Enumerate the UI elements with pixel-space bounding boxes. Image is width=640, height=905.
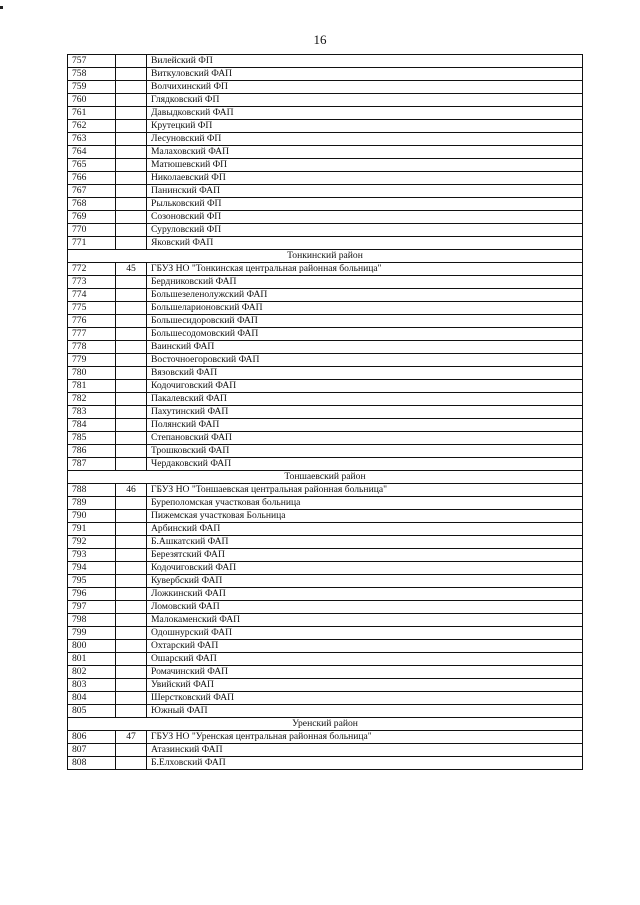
table-row <box>68 302 583 315</box>
table-row <box>68 588 583 601</box>
row-number: 793 <box>68 549 116 562</box>
row-number: 757 <box>68 55 116 68</box>
institution-code <box>116 120 147 133</box>
institution-code <box>116 601 147 614</box>
table-row <box>68 406 583 419</box>
facility-name: Пижемская участковая Больница <box>147 510 583 523</box>
row-number: 770 <box>68 224 116 237</box>
institution-code <box>116 692 147 705</box>
facility-name: Кувербский ФАП <box>147 575 583 588</box>
institution-code <box>116 276 147 289</box>
facility-name: Рыльковский ФП <box>147 198 583 211</box>
row-number: 775 <box>68 302 116 315</box>
row-number: 761 <box>68 107 116 120</box>
row-number: 805 <box>68 705 116 718</box>
facility-name: Матюшевский ФП <box>147 159 583 172</box>
table-row <box>68 224 583 237</box>
institution-code <box>116 289 147 302</box>
row-number: 788 <box>68 484 116 497</box>
facility-name: Бердниковский ФАП <box>147 276 583 289</box>
table-row <box>68 653 583 666</box>
row-number: 792 <box>68 536 116 549</box>
row-number: 797 <box>68 601 116 614</box>
table-body <box>68 55 583 770</box>
facility-name: Пакалевский ФАП <box>147 393 583 406</box>
table-row <box>68 393 583 406</box>
institution-code <box>116 68 147 81</box>
row-number: 808 <box>68 757 116 770</box>
institution-code <box>116 224 147 237</box>
institution-code <box>116 393 147 406</box>
table-row <box>68 679 583 692</box>
scan-mark <box>0 6 3 9</box>
table-row <box>68 289 583 302</box>
facility-name: Волчихинский ФП <box>147 81 583 94</box>
table-row <box>68 575 583 588</box>
table-row <box>68 432 583 445</box>
table-row <box>68 315 583 328</box>
row-number: 784 <box>68 419 116 432</box>
institution-code <box>116 497 147 510</box>
row-number: 778 <box>68 341 116 354</box>
district-header-row <box>68 250 583 263</box>
facility-name: Одошнурский ФАП <box>147 627 583 640</box>
table-row <box>68 627 583 640</box>
institution-code <box>116 380 147 393</box>
row-number: 803 <box>68 679 116 692</box>
row-number: 772 <box>68 263 116 276</box>
facility-name: Суруловский ФП <box>147 224 583 237</box>
row-number: 804 <box>68 692 116 705</box>
table-row <box>68 601 583 614</box>
row-number: 807 <box>68 744 116 757</box>
facility-name: ГБУЗ НО "Тонкинская центральная районная больница" <box>147 263 583 276</box>
table-row <box>68 341 583 354</box>
facility-name: Атазинский ФАП <box>147 744 583 757</box>
table-row <box>68 276 583 289</box>
facility-name: Вязовский ФАП <box>147 367 583 380</box>
table-row <box>68 640 583 653</box>
row-number: 798 <box>68 614 116 627</box>
row-number: 760 <box>68 94 116 107</box>
institution-code <box>116 237 147 250</box>
table-row <box>68 705 583 718</box>
table-row <box>68 172 583 185</box>
institution-code: 45 <box>116 263 147 276</box>
table-row <box>68 744 583 757</box>
row-number: 795 <box>68 575 116 588</box>
table-row <box>68 497 583 510</box>
row-number: 768 <box>68 198 116 211</box>
institution-code <box>116 640 147 653</box>
row-number: 758 <box>68 68 116 81</box>
table-row <box>68 107 583 120</box>
facility-name: Панинский ФАП <box>147 185 583 198</box>
table-row <box>68 484 583 497</box>
facility-name: Кодочиговский ФАП <box>147 380 583 393</box>
row-number: 771 <box>68 237 116 250</box>
facility-name: Полянский ФАП <box>147 419 583 432</box>
institution-code <box>116 575 147 588</box>
institution-code <box>116 146 147 159</box>
row-number: 802 <box>68 666 116 679</box>
table-row <box>68 133 583 146</box>
facility-name: Ошарский ФАП <box>147 653 583 666</box>
institution-code <box>116 666 147 679</box>
table-row <box>68 159 583 172</box>
table-row <box>68 731 583 744</box>
table-row <box>68 523 583 536</box>
institution-code <box>116 55 147 68</box>
table-row <box>68 666 583 679</box>
institution-code <box>116 549 147 562</box>
row-number: 766 <box>68 172 116 185</box>
row-number: 774 <box>68 289 116 302</box>
district-title: Тоншаевский район <box>68 471 583 484</box>
row-number: 790 <box>68 510 116 523</box>
row-number: 799 <box>68 627 116 640</box>
institution-code <box>116 458 147 471</box>
facility-name: Б.Елховский ФАП <box>147 757 583 770</box>
institution-code <box>116 562 147 575</box>
row-number: 782 <box>68 393 116 406</box>
facility-name: ГБУЗ НО "Тоншаевская центральная районная больница" <box>147 484 583 497</box>
institution-code <box>116 627 147 640</box>
row-number: 785 <box>68 432 116 445</box>
facility-name: Большесодомовский ФАП <box>147 328 583 341</box>
facility-name: Кодочиговский ФАП <box>147 562 583 575</box>
facility-name: Ложкинский ФАП <box>147 588 583 601</box>
facility-name: Лесуновский ФП <box>147 133 583 146</box>
district-header-row <box>68 718 583 731</box>
institution-code <box>116 198 147 211</box>
institution-code <box>116 523 147 536</box>
facility-name: Малокаменский ФАП <box>147 614 583 627</box>
institution-code <box>116 653 147 666</box>
institution-code <box>116 419 147 432</box>
facility-name: Давыдковский ФАП <box>147 107 583 120</box>
row-number: 773 <box>68 276 116 289</box>
row-number: 806 <box>68 731 116 744</box>
row-number: 791 <box>68 523 116 536</box>
table-row <box>68 120 583 133</box>
institution-code <box>116 432 147 445</box>
facility-name: Крутецкий ФП <box>147 120 583 133</box>
table-row <box>68 198 583 211</box>
institution-code <box>116 315 147 328</box>
row-number: 794 <box>68 562 116 575</box>
row-number: 783 <box>68 406 116 419</box>
row-number: 763 <box>68 133 116 146</box>
table-row <box>68 68 583 81</box>
table-row <box>68 458 583 471</box>
facility-table <box>67 54 583 770</box>
district-title: Тонкинский район <box>68 250 583 263</box>
row-number: 800 <box>68 640 116 653</box>
table-row <box>68 614 583 627</box>
table-row <box>68 562 583 575</box>
facility-name: Буреполомская участковая больница <box>147 497 583 510</box>
table-row <box>68 55 583 68</box>
institution-code <box>116 744 147 757</box>
facility-name: Чердаковский ФАП <box>147 458 583 471</box>
institution-code <box>116 328 147 341</box>
table-row <box>68 263 583 276</box>
facility-name: Виткуловский ФАП <box>147 68 583 81</box>
facility-name: Ломовский ФАП <box>147 601 583 614</box>
institution-code <box>116 185 147 198</box>
table-row <box>68 549 583 562</box>
table-row <box>68 185 583 198</box>
table-row <box>68 536 583 549</box>
facility-name: Трошковский ФАП <box>147 445 583 458</box>
facility-name: Шерстковский ФАП <box>147 692 583 705</box>
institution-code <box>116 588 147 601</box>
row-number: 789 <box>68 497 116 510</box>
facility-name: Ромачинский ФАП <box>147 666 583 679</box>
institution-code <box>116 705 147 718</box>
facility-name: Увийский ФАП <box>147 679 583 692</box>
facility-name: Николаевский ФП <box>147 172 583 185</box>
row-number: 796 <box>68 588 116 601</box>
table-row <box>68 367 583 380</box>
institution-code <box>116 406 147 419</box>
row-number: 779 <box>68 354 116 367</box>
table-row <box>68 380 583 393</box>
facility-name: Восточноегоровский ФАП <box>147 354 583 367</box>
row-number: 801 <box>68 653 116 666</box>
table-row <box>68 354 583 367</box>
table-row <box>68 510 583 523</box>
institution-code <box>116 354 147 367</box>
facility-name: Созоновский ФП <box>147 211 583 224</box>
institution-code <box>116 614 147 627</box>
row-number: 764 <box>68 146 116 159</box>
table-row <box>68 81 583 94</box>
table-row <box>68 757 583 770</box>
facility-name: ГБУЗ НО "Уренская центральная районная больница" <box>147 731 583 744</box>
facility-name: Березятский ФАП <box>147 549 583 562</box>
institution-code <box>116 172 147 185</box>
facility-name: Б.Ашкатский ФАП <box>147 536 583 549</box>
row-number: 762 <box>68 120 116 133</box>
facility-name: Большезеленолужский ФАП <box>147 289 583 302</box>
row-number: 767 <box>68 185 116 198</box>
institution-code <box>116 211 147 224</box>
table-row <box>68 237 583 250</box>
institution-code <box>116 133 147 146</box>
table-row <box>68 692 583 705</box>
institution-code <box>116 302 147 315</box>
facility-name: Ваинский ФАП <box>147 341 583 354</box>
row-number: 759 <box>68 81 116 94</box>
institution-code <box>116 679 147 692</box>
facility-name: Большесидоровский ФАП <box>147 315 583 328</box>
row-number: 777 <box>68 328 116 341</box>
district-title: Уренский район <box>68 718 583 731</box>
row-number: 787 <box>68 458 116 471</box>
table-row <box>68 419 583 432</box>
institution-code: 47 <box>116 731 147 744</box>
table-row <box>68 211 583 224</box>
institution-code <box>116 536 147 549</box>
row-number: 769 <box>68 211 116 224</box>
facility-name: Большеларионовский ФАП <box>147 302 583 315</box>
table-row <box>68 328 583 341</box>
institution-code <box>116 445 147 458</box>
row-number: 780 <box>68 367 116 380</box>
facility-name: Малаховский ФАП <box>147 146 583 159</box>
institution-code <box>116 107 147 120</box>
table-row <box>68 94 583 107</box>
institution-code <box>116 510 147 523</box>
institution-code <box>116 159 147 172</box>
district-header-row <box>68 471 583 484</box>
row-number: 776 <box>68 315 116 328</box>
facility-name: Вилейский ФП <box>147 55 583 68</box>
facility-name: Пахутинский ФАП <box>147 406 583 419</box>
facility-name: Степановский ФАП <box>147 432 583 445</box>
table-row <box>68 445 583 458</box>
institution-code <box>116 81 147 94</box>
institution-code <box>116 94 147 107</box>
row-number: 786 <box>68 445 116 458</box>
institution-code: 46 <box>116 484 147 497</box>
table-row <box>68 146 583 159</box>
institution-code <box>116 367 147 380</box>
institution-code <box>116 757 147 770</box>
facility-name: Южный ФАП <box>147 705 583 718</box>
facility-name: Охтарский ФАП <box>147 640 583 653</box>
page-number: 16 <box>313 32 327 47</box>
facility-name: Арбинский ФАП <box>147 523 583 536</box>
facility-name: Яковский ФАП <box>147 237 583 250</box>
row-number: 781 <box>68 380 116 393</box>
institution-code <box>116 341 147 354</box>
row-number: 765 <box>68 159 116 172</box>
facility-name: Глядковский ФП <box>147 94 583 107</box>
